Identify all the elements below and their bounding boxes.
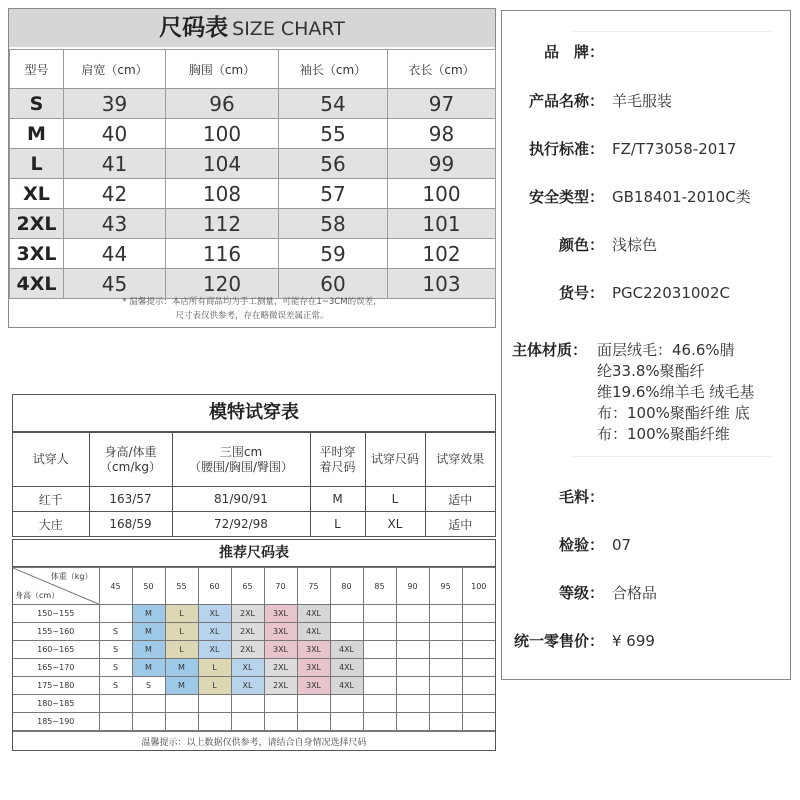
- info-label: 安全类型：: [528, 188, 604, 206]
- recommend-size-cell: [462, 641, 495, 659]
- size-value-cell: 97: [388, 89, 496, 119]
- recommend-size-cell: S: [99, 659, 132, 677]
- size-value-cell: 98: [388, 119, 496, 149]
- recommend-size-cell: [462, 713, 495, 731]
- fitting-cell: 大庄: [13, 512, 89, 537]
- size-header: 型号: [10, 50, 64, 89]
- info-label: 主体材质：: [512, 341, 588, 359]
- size-value-cell: 99: [388, 149, 496, 179]
- info-label: 货号：: [558, 284, 604, 302]
- size-row: [10, 209, 496, 239]
- size-value-cell: 100: [388, 179, 496, 209]
- fitting-cell: 适中: [425, 512, 495, 537]
- weight-header: 100: [462, 568, 495, 605]
- size-row: [10, 149, 496, 179]
- recommend-size-cell: M: [132, 659, 165, 677]
- recommend-size-cell: 2XL: [231, 605, 264, 623]
- recommend-size-cell: [429, 659, 462, 677]
- recommend-size-cell: [363, 641, 396, 659]
- height-range-cell: 185~190: [13, 713, 99, 731]
- info-divider: [572, 31, 772, 32]
- recommend-size-cell: [297, 695, 330, 713]
- size-row: [10, 179, 496, 209]
- recommend-size-cell: [462, 695, 495, 713]
- recommend-size-cell: [198, 695, 231, 713]
- weight-header: 50: [132, 568, 165, 605]
- size-row: [10, 119, 496, 149]
- size-value-cell: 101: [388, 209, 496, 239]
- recommend-size-cell: [462, 659, 495, 677]
- recommend-size-cell: [99, 695, 132, 713]
- info-value: GB18401-2010C类: [612, 188, 751, 206]
- weight-header: 85: [363, 568, 396, 605]
- recommend-size-cell: [429, 677, 462, 695]
- height-range-cell: 150~155: [13, 605, 99, 623]
- size-value-cell: 120: [166, 269, 279, 299]
- recommend-size-cell: [363, 623, 396, 641]
- recommend-size-cell: [363, 677, 396, 695]
- recommend-size-cell: XL: [231, 677, 264, 695]
- recommend-size-cell: S: [132, 677, 165, 695]
- size-row: [10, 239, 496, 269]
- corner-weight-label: 体重（kg）: [50, 572, 93, 581]
- recommend-size-cell: 4XL: [297, 623, 330, 641]
- recommend-size-cell: [396, 713, 429, 731]
- recommend-size-cell: [396, 623, 429, 641]
- fitting-cell: 168/59: [89, 512, 172, 537]
- recommend-size-cell: [330, 695, 363, 713]
- fitting-cell: L: [365, 487, 425, 512]
- material-line: 维19.6%绵羊毛 绒毛基: [597, 383, 755, 401]
- model-fitting-table: [12, 394, 496, 537]
- size-value-cell: 41: [64, 149, 166, 179]
- recommend-size-cell: L: [165, 623, 198, 641]
- recommend-size-cell: M: [132, 641, 165, 659]
- fitting-header: 身高/体重 （cm/kg）: [89, 433, 172, 487]
- recommend-note: 温馨提示：以上数据仅供参考，请结合自身情况选择尺码: [13, 731, 495, 754]
- recommend-size-cell: M: [165, 677, 198, 695]
- recommend-size-cell: M: [132, 623, 165, 641]
- recommend-size-cell: [132, 713, 165, 731]
- size-value-cell: 45: [64, 269, 166, 299]
- info-value: 羊毛服装: [612, 92, 673, 110]
- size-value-cell: 56: [279, 149, 388, 179]
- fitting-cell: 适中: [425, 487, 495, 512]
- recommend-size-cell: [297, 713, 330, 731]
- fitting-cell: 163/57: [89, 487, 172, 512]
- fitting-row: [13, 487, 495, 512]
- recommend-size-cell: 3XL: [264, 641, 297, 659]
- size-label-cell: L: [10, 149, 64, 179]
- recommend-size-cell: M: [165, 659, 198, 677]
- fitting-cell: L: [310, 512, 365, 537]
- recommend-size-cell: [132, 695, 165, 713]
- size-chart-table: [9, 49, 496, 299]
- recommend-size-cell: L: [198, 677, 231, 695]
- recommend-size-cell: [99, 713, 132, 731]
- recommend-size-cell: [462, 677, 495, 695]
- size-row: [10, 89, 496, 119]
- fitting-cell: 72/92/98: [172, 512, 310, 537]
- info-value: 合格品: [612, 584, 658, 602]
- material-line: 布：100%聚酯纤维: [597, 425, 730, 443]
- recommend-size-cell: 3XL: [264, 623, 297, 641]
- info-divider: [572, 456, 772, 457]
- recommend-size-cell: [330, 623, 363, 641]
- fitting-cell: M: [310, 487, 365, 512]
- info-value: ¥ 699: [612, 632, 655, 650]
- fitting-cell: 81/90/91: [172, 487, 310, 512]
- material-line: 布：100%聚酯纤维 底: [597, 404, 750, 422]
- recommend-size-cell: S: [99, 623, 132, 641]
- recommend-size-cell: XL: [198, 623, 231, 641]
- info-label: 毛料：: [558, 488, 604, 506]
- size-value-cell: 55: [279, 119, 388, 149]
- fitting-header: 三围cm （腰围/胸围/臀围）: [172, 433, 310, 487]
- size-value-cell: 96: [166, 89, 279, 119]
- fitting-header: 试穿人: [13, 433, 89, 487]
- recommend-size-cell: [231, 695, 264, 713]
- recommend-size-cell: [264, 695, 297, 713]
- weight-header: 65: [231, 568, 264, 605]
- size-value-cell: 59: [279, 239, 388, 269]
- info-label: 颜色：: [558, 236, 604, 254]
- size-chart-note-line: 尺寸表仅供参考，存在略微误差属正常。: [175, 311, 329, 321]
- info-label: 品 牌：: [543, 43, 604, 61]
- recommend-size-cell: [396, 641, 429, 659]
- weight-header: 90: [396, 568, 429, 605]
- info-label: 产品名称：: [528, 92, 604, 110]
- corner-height-label: 身高（cm）: [15, 591, 60, 600]
- size-value-cell: 43: [64, 209, 166, 239]
- recommend-size-cell: [396, 677, 429, 695]
- recommend-size-cell: [396, 605, 429, 623]
- fitting-title: 模特试穿表: [13, 395, 495, 432]
- weight-header: 75: [297, 568, 330, 605]
- info-value: 07: [612, 536, 632, 554]
- size-chart-note: [9, 295, 495, 323]
- info-label: 执行标准：: [528, 140, 604, 158]
- recommend-corner-cell: [13, 568, 99, 605]
- size-chart-note-line: * 温馨提示：本店所有商品均为手工测量，可能存在1~3CM的误差，: [122, 297, 382, 307]
- recommend-size-cell: [363, 695, 396, 713]
- recommend-size-cell: [429, 605, 462, 623]
- recommend-size-cell: 2XL: [264, 659, 297, 677]
- recommend-size-cell: [363, 713, 396, 731]
- weight-header: 55: [165, 568, 198, 605]
- recommend-size-cell: 2XL: [231, 641, 264, 659]
- material-text: [597, 340, 787, 445]
- recommend-size-table: [12, 539, 496, 751]
- recommend-size-cell: S: [99, 641, 132, 659]
- recommend-size-cell: [462, 605, 495, 623]
- recommend-size-cell: XL: [198, 605, 231, 623]
- fitting-grid: [13, 432, 495, 536]
- product-info-panel: [501, 10, 791, 680]
- size-chart-title-cn: 尺码表: [159, 15, 229, 41]
- recommend-size-cell: [429, 713, 462, 731]
- info-value: PGC22031002C: [612, 284, 730, 302]
- recommend-row: [13, 623, 495, 641]
- recommend-size-cell: 4XL: [297, 605, 330, 623]
- height-range-cell: 165~170: [13, 659, 99, 677]
- size-value-cell: 54: [279, 89, 388, 119]
- size-label-cell: 3XL: [10, 239, 64, 269]
- size-label-cell: XL: [10, 179, 64, 209]
- info-label: 等级：: [558, 584, 604, 602]
- material-line: 纶33.8%聚酯纤: [597, 362, 705, 380]
- size-value-cell: 60: [279, 269, 388, 299]
- size-label-cell: S: [10, 89, 64, 119]
- size-label-cell: 4XL: [10, 269, 64, 299]
- recommend-size-cell: 2XL: [264, 677, 297, 695]
- recommend-size-cell: 2XL: [231, 623, 264, 641]
- recommend-row: [13, 641, 495, 659]
- recommend-size-cell: [396, 659, 429, 677]
- recommend-size-cell: [264, 713, 297, 731]
- fitting-row: [13, 512, 495, 537]
- weight-header: 45: [99, 568, 132, 605]
- weight-header: 60: [198, 568, 231, 605]
- size-value-cell: 58: [279, 209, 388, 239]
- recommend-size-cell: [363, 605, 396, 623]
- size-chart-title: [9, 9, 495, 47]
- recommend-size-cell: XL: [198, 641, 231, 659]
- size-value-cell: 102: [388, 239, 496, 269]
- height-range-cell: 160~165: [13, 641, 99, 659]
- weight-header: 95: [429, 568, 462, 605]
- recommend-size-cell: [165, 695, 198, 713]
- chest-header: 胸围（cm）: [166, 50, 279, 89]
- recommend-row: [13, 695, 495, 713]
- size-label-cell: 2XL: [10, 209, 64, 239]
- recommend-size-cell: 4XL: [330, 641, 363, 659]
- recommend-size-cell: [396, 695, 429, 713]
- size-value-cell: 112: [166, 209, 279, 239]
- recommend-title: 推荐尺码表: [13, 540, 495, 567]
- recommend-row: [13, 713, 495, 731]
- recommend-size-cell: S: [99, 677, 132, 695]
- size-chart: [8, 8, 496, 328]
- recommend-size-cell: 4XL: [330, 677, 363, 695]
- height-range-cell: 155~160: [13, 623, 99, 641]
- info-label: 检验：: [558, 536, 604, 554]
- shoulder-header: 肩宽（cm）: [64, 50, 166, 89]
- recommend-size-cell: L: [165, 641, 198, 659]
- recommend-size-cell: [231, 713, 264, 731]
- size-value-cell: 104: [166, 149, 279, 179]
- recommend-size-cell: [462, 623, 495, 641]
- size-value-cell: 44: [64, 239, 166, 269]
- recommend-size-cell: [198, 713, 231, 731]
- sleeve-header: 袖长（cm）: [279, 50, 388, 89]
- recommend-size-cell: 3XL: [297, 641, 330, 659]
- recommend-size-cell: L: [198, 659, 231, 677]
- height-range-cell: 175~180: [13, 677, 99, 695]
- recommend-size-cell: 3XL: [264, 605, 297, 623]
- fitting-header: 试穿效果: [425, 433, 495, 487]
- size-value-cell: 40: [64, 119, 166, 149]
- size-value-cell: 108: [166, 179, 279, 209]
- height-range-cell: 180~185: [13, 695, 99, 713]
- recommend-size-cell: [330, 605, 363, 623]
- recommend-size-cell: [165, 713, 198, 731]
- size-row: [10, 269, 496, 299]
- fitting-header: 试穿尺码: [365, 433, 425, 487]
- info-label: 统一零售价：: [513, 632, 604, 650]
- recommend-size-cell: [429, 695, 462, 713]
- recommend-size-cell: M: [132, 605, 165, 623]
- info-value: 浅棕色: [612, 236, 658, 254]
- recommend-size-cell: [99, 605, 132, 623]
- recommend-row: [13, 605, 495, 623]
- fitting-header: 平时穿 着尺码: [310, 433, 365, 487]
- recommend-size-cell: L: [165, 605, 198, 623]
- recommend-size-cell: 3XL: [297, 677, 330, 695]
- size-value-cell: 116: [166, 239, 279, 269]
- recommend-size-cell: [429, 641, 462, 659]
- recommend-size-cell: [363, 659, 396, 677]
- material-line: 面层绒毛：46.6%腈: [597, 341, 735, 359]
- recommend-grid: [13, 567, 495, 731]
- weight-header: 80: [330, 568, 363, 605]
- size-value-cell: 57: [279, 179, 388, 209]
- recommend-row: [13, 677, 495, 695]
- recommend-size-cell: 4XL: [330, 659, 363, 677]
- recommend-size-cell: [330, 713, 363, 731]
- recommend-row: [13, 659, 495, 677]
- size-value-cell: 39: [64, 89, 166, 119]
- fitting-cell: 红千: [13, 487, 89, 512]
- size-chart-title-en: SIZE CHART: [232, 18, 345, 40]
- size-value-cell: 100: [166, 119, 279, 149]
- weight-header: 70: [264, 568, 297, 605]
- size-value-cell: 42: [64, 179, 166, 209]
- size-value-cell: 103: [388, 269, 496, 299]
- recommend-size-cell: XL: [231, 659, 264, 677]
- recommend-size-cell: 3XL: [297, 659, 330, 677]
- length-header: 衣长（cm）: [388, 50, 496, 89]
- recommend-size-cell: [429, 623, 462, 641]
- info-value: FZ/T73058-2017: [612, 140, 737, 158]
- size-label-cell: M: [10, 119, 64, 149]
- fitting-cell: XL: [365, 512, 425, 537]
